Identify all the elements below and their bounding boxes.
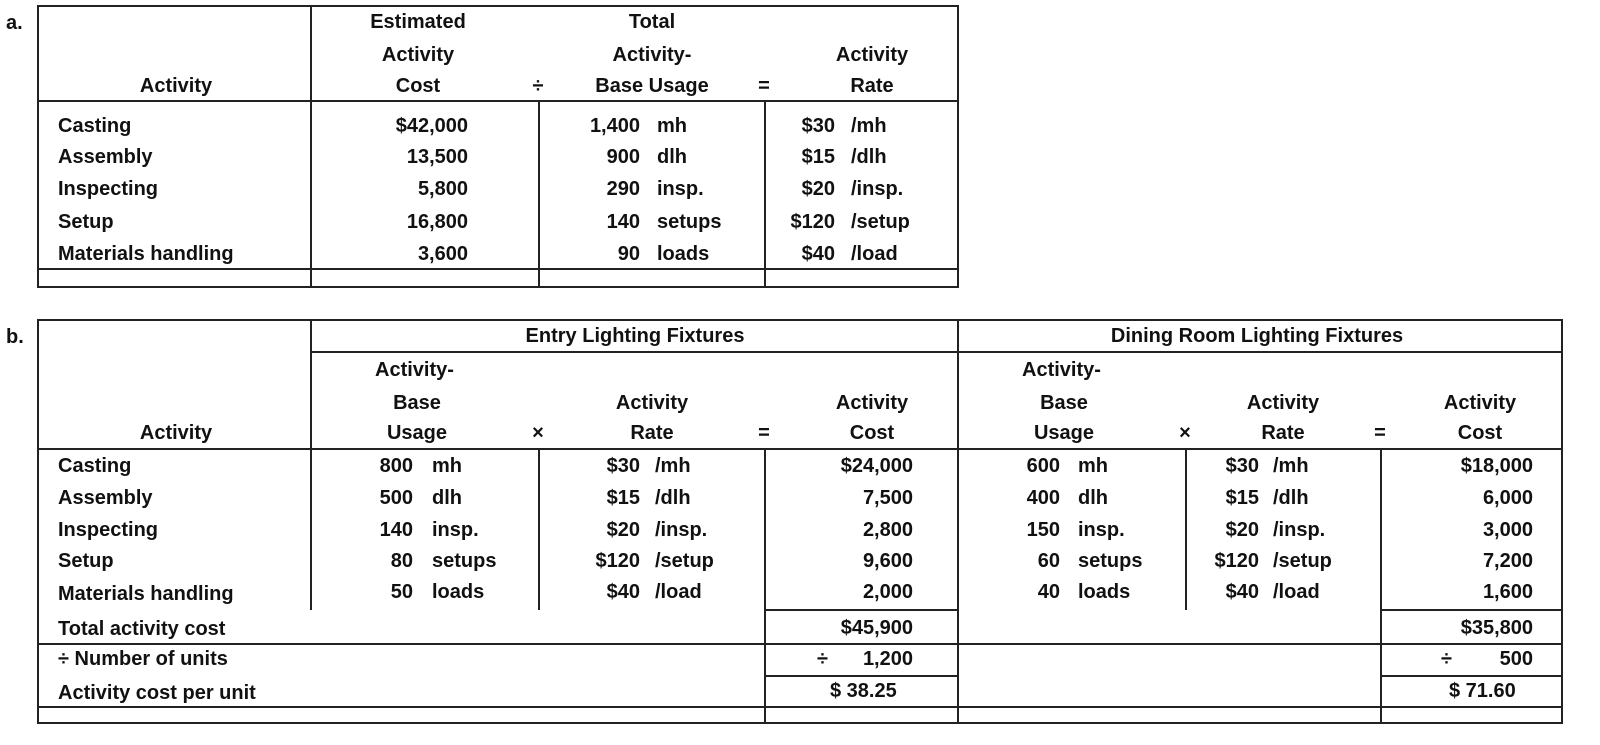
entry-rate: $15 <box>606 487 640 509</box>
activity-name: Materials handling <box>58 583 234 605</box>
activity-rate: $40 <box>801 243 835 265</box>
entry-cost: 2,000 <box>862 581 913 603</box>
dining-rate: $15 <box>1225 487 1259 509</box>
activity-rate: $20 <box>801 178 835 200</box>
dining-rate-unit: /setup <box>1273 550 1332 572</box>
entry-rate-unit: /setup <box>655 550 714 572</box>
rate-unit: /dlh <box>851 146 887 168</box>
dining-equals-operator: = <box>1374 422 1386 444</box>
equals-operator: = <box>758 75 770 97</box>
activity-cost: $42,000 <box>395 115 468 137</box>
entry-rate: $120 <box>595 550 640 572</box>
header-cost-line3: Cost <box>395 75 441 97</box>
dining-cost: 7,200 <box>1482 550 1533 572</box>
dining-number-of-units: 500 <box>1499 648 1533 670</box>
entry-header-cost-line2: Cost <box>849 422 895 444</box>
rate-unit: /insp. <box>851 178 904 200</box>
usage-unit: setups <box>657 211 722 233</box>
entry-usage-qty: 500 <box>379 487 413 509</box>
activity-rate: $30 <box>801 115 835 137</box>
dining-usage-qty: 40 <box>1037 581 1060 603</box>
entry-number-of-units: 1,200 <box>862 648 913 670</box>
activity-name: Setup <box>58 211 114 233</box>
activity-name: Inspecting <box>58 178 159 200</box>
activity-name: Materials handling <box>58 243 234 265</box>
activity-cost: 16,800 <box>406 211 468 233</box>
entry-header-usage-line2: Base <box>393 392 441 414</box>
dining-header-cost-line2: Cost <box>1457 422 1503 444</box>
rate-unit: /mh <box>851 115 887 137</box>
header-rate-line1: Activity <box>835 44 909 66</box>
dining-rate-unit: /insp. <box>1273 519 1326 541</box>
activity-name: Setup <box>58 550 114 572</box>
entry-usage-qty: 80 <box>390 550 413 572</box>
dining-usage-qty: 60 <box>1037 550 1060 572</box>
dining-rate: $30 <box>1225 455 1259 477</box>
entry-usage-unit: insp. <box>432 519 479 541</box>
usage-unit: loads <box>657 243 710 265</box>
summary-label: ÷ Number of units <box>58 648 228 670</box>
header-usage-line1: Total <box>628 11 676 33</box>
usage-qty: 900 <box>606 146 640 168</box>
dining-usage-unit: dlh <box>1078 487 1108 509</box>
dining-divide-operator: ÷ <box>1441 648 1452 670</box>
summary-label: Activity cost per unit <box>58 682 256 704</box>
dining-total-cost: $35,800 <box>1460 617 1533 639</box>
header-usage-line3: Base Usage <box>595 75 709 97</box>
entry-usage-unit: loads <box>432 581 485 603</box>
activity-name: Casting <box>58 115 132 137</box>
entry-cost: $24,000 <box>840 455 913 477</box>
dining-rate-unit: /dlh <box>1273 487 1309 509</box>
entry-rate: $30 <box>606 455 640 477</box>
entry-cost: 2,800 <box>862 519 913 541</box>
activity-name: Casting <box>58 455 132 477</box>
dining-header-usage-line2: Base <box>1040 392 1088 414</box>
dining-header-cost-line1: Activity <box>1443 392 1517 414</box>
dining-usage-unit: mh <box>1078 455 1108 477</box>
entry-rate-unit: /dlh <box>655 487 691 509</box>
activity-cost: 13,500 <box>406 146 468 168</box>
entry-rate-unit: /mh <box>655 455 691 477</box>
usage-unit: insp. <box>657 178 704 200</box>
activity-name: Assembly <box>58 146 153 168</box>
group-header-dining: Dining Room Lighting Fixtures <box>1110 325 1404 347</box>
entry-rate: $20 <box>606 519 640 541</box>
dining-usage-unit: loads <box>1078 581 1131 603</box>
activity-rate: $15 <box>801 146 835 168</box>
entry-usage-unit: dlh <box>432 487 462 509</box>
dining-cost: 1,600 <box>1482 581 1533 603</box>
entry-rate-unit: /load <box>655 581 702 603</box>
entry-equals-operator: = <box>758 422 770 444</box>
header-usage-line2: Activity- <box>612 44 692 66</box>
entry-header-rate-line2: Rate <box>630 422 674 444</box>
entry-cost: 9,600 <box>862 550 913 572</box>
entry-header-usage-line1: Activity- <box>375 359 454 381</box>
rate-unit: /setup <box>851 211 910 233</box>
usage-qty: 90 <box>617 243 640 265</box>
entry-rate: $40 <box>606 581 640 603</box>
activity-name: Inspecting <box>58 519 159 541</box>
header-activity: Activity <box>139 75 213 97</box>
entry-usage-qty: 140 <box>379 519 413 541</box>
divide-operator: ÷ <box>532 75 544 97</box>
dining-header-usage-line3: Usage <box>1033 422 1095 444</box>
entry-header-rate-line1: Activity <box>615 392 689 414</box>
header-cost-line1: Estimated <box>370 11 466 33</box>
entry-usage-unit: setups <box>432 550 497 572</box>
entry-cost-per-unit: $ 38.25 <box>830 680 897 702</box>
header-rate-line2: Rate <box>850 75 894 97</box>
dining-cost: $18,000 <box>1460 455 1533 477</box>
dining-rate-unit: /mh <box>1273 455 1309 477</box>
dining-times-operator: × <box>1179 422 1191 444</box>
entry-cost: 7,500 <box>862 487 913 509</box>
dining-cost: 3,000 <box>1482 519 1533 541</box>
dining-usage-unit: insp. <box>1078 519 1125 541</box>
dining-usage-unit: setups <box>1078 550 1143 572</box>
dining-rate-unit: /load <box>1273 581 1320 603</box>
header-cost-line2: Activity <box>381 44 455 66</box>
entry-header-cost-line1: Activity <box>835 392 909 414</box>
rate-unit: /load <box>851 243 898 265</box>
dining-rate: $40 <box>1225 581 1259 603</box>
usage-qty: 140 <box>606 211 640 233</box>
dining-usage-qty: 600 <box>1026 455 1060 477</box>
dining-header-usage-line1: Activity- <box>1022 359 1101 381</box>
entry-times-operator: × <box>532 422 544 444</box>
activity-rate: $120 <box>790 211 835 233</box>
usage-unit: dlh <box>657 146 687 168</box>
activity-name: Assembly <box>58 487 153 509</box>
usage-qty: 290 <box>606 178 640 200</box>
activity-cost: 5,800 <box>417 178 468 200</box>
dining-rate: $120 <box>1214 550 1259 572</box>
entry-divide-operator: ÷ <box>817 648 828 670</box>
activity-cost: 3,600 <box>417 243 468 265</box>
part-b-label: b. <box>6 326 24 348</box>
dining-rate: $20 <box>1225 519 1259 541</box>
dining-usage-qty: 150 <box>1026 519 1060 541</box>
dining-usage-qty: 400 <box>1026 487 1060 509</box>
dining-cost: 6,000 <box>1482 487 1533 509</box>
entry-total-cost: $45,900 <box>840 617 913 639</box>
header-activity: Activity <box>139 422 213 444</box>
dining-cost-per-unit: $ 71.60 <box>1449 680 1516 702</box>
entry-rate-unit: /insp. <box>655 519 708 541</box>
dining-header-rate-line1: Activity <box>1246 392 1320 414</box>
dining-header-rate-line2: Rate <box>1261 422 1305 444</box>
group-header-entry: Entry Lighting Fixtures <box>525 325 745 347</box>
entry-usage-unit: mh <box>432 455 462 477</box>
usage-qty: 1,400 <box>589 115 640 137</box>
summary-label: Total activity cost <box>58 618 226 640</box>
entry-usage-qty: 50 <box>390 581 413 603</box>
part-a-label: a. <box>6 12 23 34</box>
entry-header-usage-line3: Usage <box>386 422 448 444</box>
entry-usage-qty: 800 <box>379 455 413 477</box>
usage-unit: mh <box>657 115 687 137</box>
